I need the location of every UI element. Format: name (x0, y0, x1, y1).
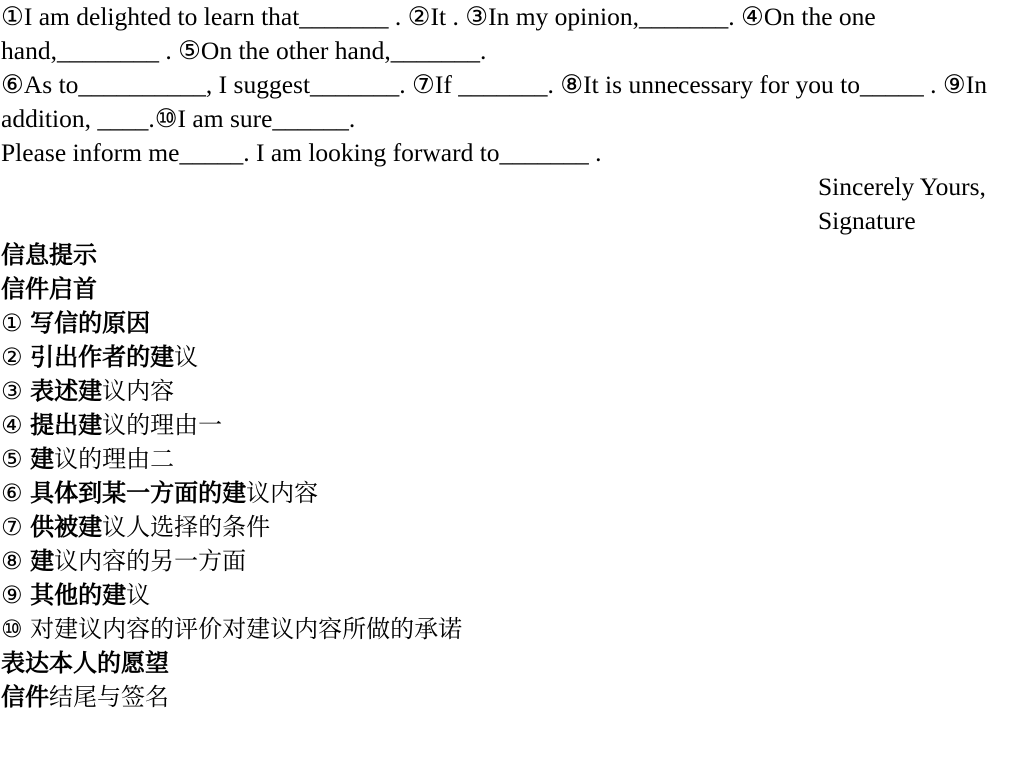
note-item (1, 442, 1021, 476)
note-item-number: ⑥ (1, 479, 23, 507)
note-item (1, 510, 1021, 544)
note-item-bold-text: 具体到某一方面的建 (30, 479, 247, 507)
note-item (1, 612, 1021, 646)
closing-block (1, 170, 1021, 238)
note-item-bold-text: 建 (30, 547, 55, 575)
note-item-number: ④ (1, 411, 23, 439)
note-item-number: ③ (1, 377, 23, 405)
note-item (1, 544, 1021, 578)
note-ending (1, 680, 1021, 714)
note-item-regular-text: 议内容 (102, 377, 175, 405)
note-opening (1, 272, 1021, 306)
note-item-number: ① (1, 309, 23, 337)
note-item-number: ② (1, 343, 23, 371)
signature: Signature (818, 206, 916, 235)
notes-heading-text: 信息提示 (1, 241, 97, 269)
note-item-number: ⑦ (1, 513, 23, 541)
note-item-regular-text: 议的理由一 (102, 411, 223, 439)
note-wish-text: 表达本人的愿望 (1, 649, 169, 677)
note-item-regular-text: 议的理由二 (54, 445, 175, 473)
note-item-bold-text: 建 (30, 445, 55, 473)
letter-document (1, 0, 1021, 714)
note-item-bold-text: 引出作者的建 (30, 343, 175, 371)
note-item-bold-text: 其他的建 (30, 581, 127, 609)
template-paragraph-3: Please inform me_____. I am looking forward to_______ . (1, 138, 602, 167)
note-item (1, 306, 1021, 340)
note-item-regular-text: 议 (174, 343, 199, 371)
note-item-bold-text: 供被建 (30, 513, 103, 541)
note-item-bold-text: 提出建 (30, 411, 103, 439)
note-item-bold-text: 表述建 (30, 377, 103, 405)
note-opening-text: 信件启首 (1, 275, 97, 303)
note-item-regular-text: 议 (126, 581, 151, 609)
note-item-number: ⑧ (1, 547, 23, 575)
note-item (1, 408, 1021, 442)
note-item-number: ⑤ (1, 445, 23, 473)
note-item-regular-text: 议内容 (246, 479, 319, 507)
template-paragraph-1: ①I am delighted to learn that_______ . ②It . ③In my opinion,_______. ④On the one hand,________ . ⑤On the other hand,_______. (1, 2, 883, 65)
note-item (1, 374, 1021, 408)
notes-heading (1, 238, 1021, 272)
note-items-list (1, 306, 1021, 646)
note-item (1, 340, 1021, 374)
note-item-regular-text: 对建议内容的评价对建议内容所做的承诺 (30, 615, 463, 643)
note-item-bold-text: 写信的原因 (30, 309, 151, 337)
note-item (1, 578, 1021, 612)
note-ending-bold: 信件 (1, 683, 49, 711)
note-item-number: ⑩ (1, 615, 23, 643)
note-item (1, 476, 1021, 510)
note-item-regular-text: 议内容的另一方面 (54, 547, 247, 575)
note-ending-regular: 结尾与签名 (49, 683, 169, 711)
note-item-regular-text: 议人选择的条件 (102, 513, 271, 541)
template-paragraph-2: ⑥As to__________, I suggest_______. ⑦If _______. ⑧It is unnecessary for you to_____ . ⑨In addition, ____.⑩I am sure______. (1, 70, 994, 133)
note-item-number: ⑨ (1, 581, 23, 609)
closing-phrase: Sincerely Yours, (818, 172, 986, 201)
note-wish (1, 646, 1021, 680)
